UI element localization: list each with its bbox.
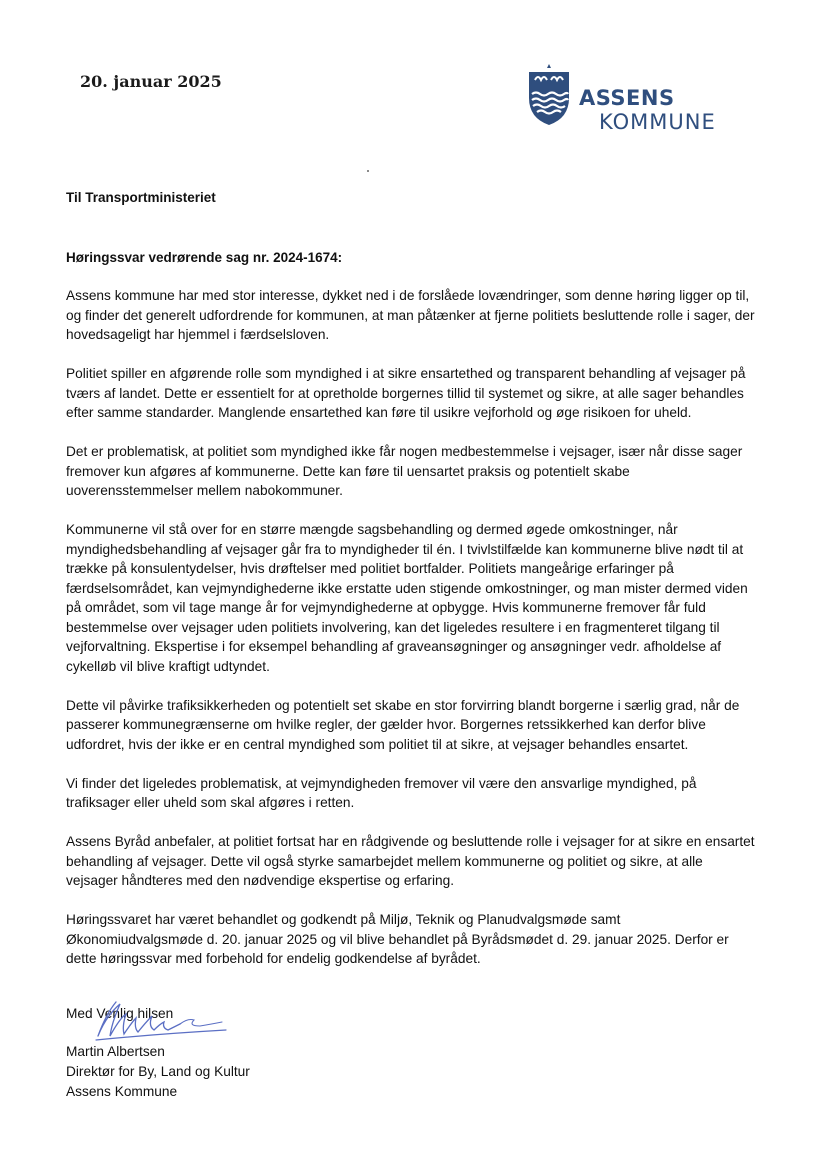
assens-kommune-logo: [527, 62, 747, 148]
body-paragraph: Kommunerne vil stå over for en større mængde sagsbehandling og dermed øgede omkostninger, når myndighedsbehandling af vejsager går fra to myndigheder til én. I tvivlstilfælde kan kommunerne blive nødt til at trække på konsulentydelser, hvis drøftelser med politiet bortfalder. Politiets mangeårige erfaringer på færdselsområdet, kan vejmyndighederne ikke erstatte uden stigende omkostninger, og man mister dermed viden på området, som vil tage mange år for vejmyndighederne at opbygge. Hvis kommunerne fremover får fuld bestemmelse over vejsager uden politiets involvering, kan det ligeledes resultere i en fragmenteret tilgang til vejforvaltning. Ekspertise i for eksempel behandling af graveansøgninger og ansøgninger vedr. afholdelse af cykelløb vil blive kraftigt udtyndet.: [66, 522, 748, 674]
body-paragraph: Vi finder det ligeledes problematisk, at vejmyndigheden fremover vil være den ansvarlige myndighed, på trafiksager eller uheld som skal afgøres i retten.: [66, 775, 697, 810]
signer-title: Direktør for By, Land og Kultur: [66, 1064, 250, 1079]
closing-greeting: Med Venlig hilsen: [66, 1006, 174, 1021]
body-paragraph: Høringssvaret har været behandlet og godkendt på Miljø, Teknik og Planudvalgsmøde samt Økonomiudvalgsmøde d. 20. januar 2025 og vil blive behandlet på Byrådsmødet d. 29. januar 2025. Derfor er dette høringssvar med forbehold for endelig godkendelse af byrådet.: [66, 912, 729, 966]
handwritten-signature: [76, 996, 236, 1046]
logo-line-assens: ASSENS: [579, 86, 675, 110]
recipient-line: Til Transportministeriet: [66, 190, 216, 205]
scan-speck: [367, 170, 369, 172]
body-paragraph: Politiet spiller en afgørende rolle som myndighed i at sikre ensartethed og transparent behandling af vejsager på tværs af landet. Dette er essentielt for at opretholde borgernes tillid til systemet og sikre, at alle sager behandles efter samme standarder. Manglende ensartethed kan føre til usikre vejforhold og øge risikoen for uheld.: [66, 366, 746, 420]
letter-date: 20. januar 2025: [80, 72, 222, 91]
municipal-crest-icon: [527, 62, 571, 126]
signer-organization: Assens Kommune: [66, 1084, 178, 1099]
letter-body: [66, 286, 756, 988]
subject-line: Høringssvar vedrørende sag nr. 2024-1674:: [66, 250, 343, 265]
signer-name: Martin Albertsen: [66, 1044, 165, 1059]
body-paragraph: Assens kommune har med stor interesse, dykket ned i de forslåede lovændringer, som denne høring ligger op til, og finder det generelt udfordrende for kommunen, at man påtænker at fjerne politiets besluttende rolle i sager, der hovedsageligt har hjemmel i færdselsloven.: [66, 288, 755, 342]
body-paragraph: Assens Byråd anbefaler, at politiet fortsat har en rådgivende og besluttende rolle i vejsager for at sikre en ensartet behandling af vejsager. Dette vil også styrke samarbejdet mellem kommunerne og politiet og sikre, at alle vejsager håndteres med den nødvendige ekspertise og erfaring.: [66, 834, 755, 888]
signer-block: [66, 1042, 250, 1102]
body-paragraph: Det er problematisk, at politiet som myndighed ikke får nogen medbestemmelse i vejsager, især når disse sager fremover kun afgøres af kommunerne. Dette kan føre til uensartet praksis og potentielt skabe uoverensstemmelser mellem nabokommuner.: [66, 444, 743, 498]
logo-line-kommune: KOMMUNE: [599, 110, 716, 134]
body-paragraph: Dette vil påvirke trafiksikkerheden og potentielt set skabe en stor forvirring blandt borgerne i særlig grad, når de passerer kommunegrænserne om hvilke regler, der gælder hvor. Borgernes retssikkerhed kan derfor blive udfordret, hvis der ikke er en central myndighed som politiet til at sikre, at vejsager behandles ensartet.: [66, 697, 740, 752]
